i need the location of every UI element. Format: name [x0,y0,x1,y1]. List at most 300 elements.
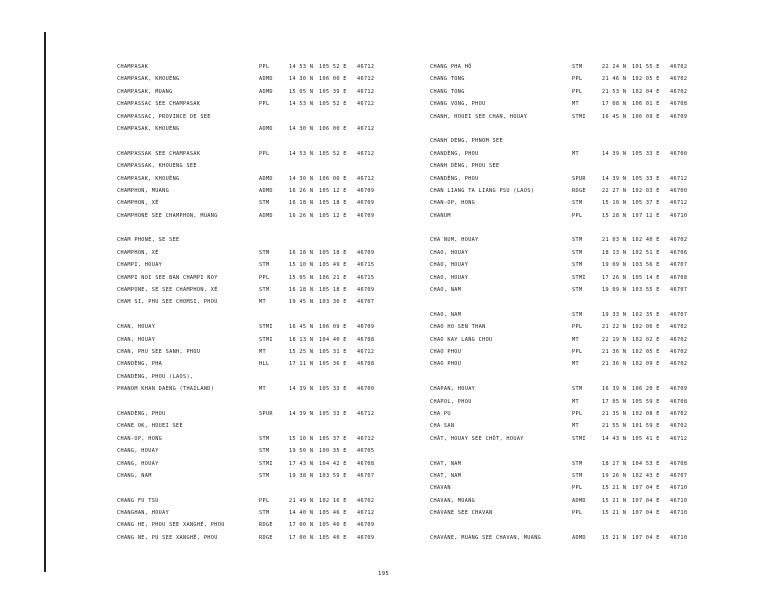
entry-name: CHAO PHOU [430,361,462,368]
entry-name: CHAMPASAK, KHOUÈNG [117,125,180,132]
entry-type: STM [572,262,583,269]
gazetteer-entry [117,275,457,287]
entry-name: CHAMPASAK, KHOUÈNG [117,76,180,83]
entry-latitude: 16 45 N [602,113,627,120]
entry-name: CHANUM [430,212,451,219]
entry-latitude: 17 43 N [289,460,314,467]
gazetteer-entry [117,535,457,547]
gazetteer-entry [430,89,770,101]
entry-map-ref: 46709 [357,287,375,294]
entry-name: CHANDÈNG, PHOU (LAOS), [117,373,194,380]
entry-latitude: 19 26 N [602,472,627,479]
entry-map-ref: 46710 [670,212,688,219]
gazetteer-entry [117,287,457,299]
entry-name: CHAVANE, MUANG SEE CHAVAN, MUANG [430,534,542,541]
entry-type: MT [259,299,266,306]
gazetteer-entry [430,225,770,237]
entry-type: MT [572,423,579,430]
entry-name: CHAVANE SEE CHAVAN [430,510,493,517]
entry-longitude: 105 14 E [632,274,660,281]
entry-name: CHAVAN, MUANG [430,497,476,504]
gazetteer-entry [430,188,770,200]
entry-type: STM [572,287,583,294]
gazetteer-entry [117,299,457,311]
entry-type: STM [259,262,270,269]
gazetteer-entry [117,237,457,249]
entry-latitude: 16 26 N [289,187,314,194]
entry-map-ref: 46712 [357,125,375,132]
entry-type: PPL [259,64,270,70]
entry-longitude: 105 40 E [319,534,347,541]
entry-longitude: 102 43 E [632,472,660,479]
entry-map-ref: 46702 [670,88,688,95]
entry-longitude: 102 06 E [632,324,660,331]
entry-type: MT [572,361,579,368]
entry-type: SPUR [572,175,586,182]
entry-map-ref: 46707 [670,472,688,479]
gazetteer-entry [117,436,457,448]
gazetteer-entry [117,250,457,262]
entry-longitude: 106 00 E [319,76,347,83]
page-margin-line [44,32,46,572]
gazetteer-entry [117,225,457,237]
entry-type: STM [259,249,270,256]
entry-longitude: 104 53 E [632,460,660,467]
entry-latitude: 16 18 N [289,200,314,207]
entry-name: CHANH DÈNG, PHOU SEE [430,163,500,170]
entry-map-ref: 46708 [357,460,375,467]
entry-latitude: 17 00 N [289,534,314,541]
entry-latitude: 15 21 N [602,485,627,492]
gazetteer-entry [430,250,770,262]
entry-name: CHANDÈNG, PHA [117,361,163,368]
entry-type: STMI [572,435,586,442]
gazetteer-entry [430,299,770,311]
entry-latitude: 15 21 N [602,510,627,517]
entry-type: PPL [572,76,583,83]
entry-latitude: 21 35 N [602,410,627,417]
entry-longitude: 102 51 E [632,249,660,256]
gazetteer-entry [117,126,457,138]
entry-latitude: 19 38 N [289,472,314,479]
gazetteer-entry [117,163,457,175]
entry-type: STMI [259,336,273,343]
gazetteer-entry [430,101,770,113]
entry-name: CHANG VONG, PHOU [430,101,486,108]
entry-type: ADMD [259,187,273,194]
entry-latitude: 19 09 N [602,262,627,269]
gazetteer-entry [430,200,770,212]
gazetteer-entry [117,498,457,510]
gazetteer-entry [430,176,770,188]
entry-longitude: 107 04 E [632,497,660,504]
entry-name: CHAO PHOU [430,348,462,355]
entry-name: CHAMPASSAC SEE CHAMPASAK [117,101,201,108]
entry-longitude: 102 35 E [632,311,660,318]
entry-longitude: 105 12 E [319,212,347,219]
entry-latitude: 19 50 N [289,448,314,455]
entry-type: STM [572,386,583,393]
gazetteer-entry [430,237,770,249]
gazetteer-entry [430,324,770,336]
entry-longitude: 105 59 E [632,398,660,405]
entry-longitude: 107 12 E [632,212,660,219]
entry-latitude: 21 36 N [602,348,627,355]
entry-name: PHANOM KHAN DAENG (THAILAND) [117,386,215,393]
entry-latitude: 19 45 N [289,299,314,306]
entry-map-ref: 46708 [670,398,688,405]
entry-type: ADMD [259,212,273,219]
entry-latitude: 21 49 N [289,497,314,504]
entry-name: CHANG HE, PHOU SEE XANGHÉ, PHOU [117,522,225,529]
entry-type: ADMD [572,534,586,541]
entry-type: PPL [259,101,270,108]
entry-latitude: 14 30 N [289,76,314,83]
gazetteer-entry [117,188,457,200]
entry-longitude: 105 12 E [319,187,347,194]
entry-map-ref: 46709 [357,200,375,207]
entry-longitude: 105 18 E [319,200,347,207]
entry-latitude: 19 33 N [602,311,627,318]
gazetteer-entry [117,485,457,497]
entry-map-ref: 46712 [670,175,688,182]
entry-name: CHAPOL, PHOU [430,398,472,405]
entry-latitude: 17 05 N [602,398,627,405]
entry-type: ADMD [572,497,586,504]
gazetteer-column-left [117,64,457,547]
entry-latitude: 15 21 N [602,534,627,541]
entry-latitude: 17 00 N [289,522,314,529]
entry-latitude: 15 25 N [289,348,314,355]
entry-latitude: 15 10 N [602,200,627,207]
entry-name: CHAT, NAM [430,460,462,467]
entry-map-ref: 46712 [357,435,375,442]
gazetteer-entry [117,374,457,386]
entry-name: CHANE OK, HOUEI SEE [117,423,183,430]
entry-type: STM [259,472,270,479]
entry-latitude: 14 53 N [289,101,314,108]
entry-longitude: 102 05 E [632,348,660,355]
entry-longitude: 105 18 E [319,287,347,294]
entry-type: PPL [259,274,270,281]
entry-longitude: 102 04 E [632,88,660,95]
entry-latitude: 21 03 N [602,237,627,244]
gazetteer-entry [430,448,770,460]
entry-type: STM [572,311,583,318]
entry-longitude: 103 55 E [632,287,660,294]
gazetteer-entry [430,349,770,361]
entry-type: MT [572,336,579,343]
entry-name: CHAMPASAK, MUANG [117,88,173,95]
entry-map-ref: 46712 [357,510,375,517]
entry-type: PPL [572,510,583,517]
gazetteer-entry [430,399,770,411]
entry-name: CHAMPI NOI SEE BAN CHAMPI NOY [117,274,218,281]
entry-type: MT [259,386,266,393]
entry-name: CHAO, HOUAY [430,249,469,256]
gazetteer-column-right [430,64,770,547]
entry-name: CHAT, NAM [430,472,462,479]
entry-type: RDGE [259,522,273,529]
gazetteer-entry [117,337,457,349]
gazetteer-entry [430,275,770,287]
entry-map-ref: 46709 [357,212,375,219]
gazetteer-entry [117,101,457,113]
entry-latitude: 17 11 N [289,361,314,368]
entry-longitude: 106 09 E [319,324,347,331]
entry-longitude: 102 40 E [632,237,660,244]
entry-type: STM [259,448,270,455]
gazetteer-entry [430,64,770,76]
entry-map-ref: 46712 [670,200,688,207]
gazetteer-entry [117,262,457,274]
entry-type: MT [572,150,579,157]
gazetteer-entry [117,64,457,76]
entry-type: STM [572,200,583,207]
entry-map-ref: 46707 [357,299,375,306]
entry-latitude: 15 21 N [602,497,627,504]
entry-map-ref: 46702 [670,423,688,430]
gazetteer-entry [117,349,457,361]
entry-name: CHAVAN [430,485,451,492]
entry-longitude: 105 33 E [632,150,660,157]
entry-name: CHAMPHONE SEE CHAMPHON, MUANG [117,212,218,219]
entry-longitude: 106 21 E [319,274,347,281]
entry-map-ref: 46705 [357,448,375,455]
gazetteer-entry [117,461,457,473]
entry-latitude: 18 13 N [602,249,627,256]
entry-type: STMI [259,324,273,331]
entry-type: STM [572,64,583,70]
entry-map-ref: 46707 [670,311,688,318]
entry-map-ref: 46707 [670,287,688,294]
gazetteer-entry [430,423,770,435]
gazetteer-entry [117,176,457,188]
entry-map-ref: 46712 [670,435,688,442]
entry-name: CHAMPI, HOUAY [117,262,163,269]
entry-name: CHAMPASSAK SEE CHAMPASAK [117,150,201,157]
gazetteer-entry [117,76,457,88]
entry-map-ref: 46707 [357,472,375,479]
gazetteer-entry [117,200,457,212]
entry-map-ref: 46702 [670,76,688,83]
entry-type: STMI [572,274,586,281]
entry-name: CHAN, HOUAY [117,336,156,343]
entry-name: CHAN, HOUAY [117,324,156,331]
entry-map-ref: 46712 [357,88,375,95]
entry-longitude: 101 59 E [632,423,660,430]
entry-longitude: 103 56 E [632,262,660,269]
entry-map-ref: 46712 [357,150,375,157]
entry-name: CHAMPHON, MUANG [117,187,170,194]
entry-type: MT [572,398,579,405]
entry-type: STMI [259,460,273,467]
entry-name: CHAMPASSAK, KHOUENG SEE [117,163,197,170]
entry-name: CHAN-OP, HONG [430,200,476,207]
entry-latitude: 15 05 N [289,274,314,281]
gazetteer-entry [117,386,457,398]
entry-longitude: 105 41 E [632,435,660,442]
entry-longitude: 105 33 E [632,175,660,182]
entry-map-ref: 46710 [670,510,688,517]
entry-type: MT [259,348,266,355]
entry-type: HLL [259,361,270,368]
entry-longitude: 104 42 E [319,460,347,467]
entry-type: PPL [572,324,583,331]
entry-type: PPL [259,150,270,157]
entry-name: CHANGHAN, HOUAY [117,510,170,517]
entry-name: CHANG FU TSU [117,497,159,504]
gazetteer-entry [117,411,457,423]
entry-name: CHAPAN, HOUAY [430,386,476,393]
entry-type: ADMD [259,175,273,182]
entry-map-ref: 46709 [670,386,688,393]
gazetteer-entry [117,423,457,435]
entry-map-ref: 46702 [670,410,688,417]
entry-type: PPL [572,485,583,492]
entry-name: CHANG PHA HÔ [430,64,472,70]
entry-longitude: 105 37 E [319,435,347,442]
entry-map-ref: 46702 [670,336,688,343]
entry-type: PPL [572,410,583,417]
entry-name: CHAO, HOUAY [430,262,469,269]
entry-type: STM [572,460,583,467]
entry-type: PPL [572,88,583,95]
entry-longitude: 104 40 E [319,336,347,343]
entry-name: CHANDÈNG, PHOU [430,175,479,182]
gazetteer-entry [430,163,770,175]
entry-name: CHAO, NAM [430,287,462,294]
gazetteer-entry [117,89,457,101]
entry-map-ref: 46712 [357,348,375,355]
gazetteer-entry [117,522,457,534]
entry-latitude: 17 08 N [602,101,627,108]
entry-map-ref: 46712 [357,175,375,182]
entry-latitude: 14 39 N [602,175,627,182]
entry-name: CHAMPASSAC, PROVINCE DE SEE [117,113,211,120]
entry-name: CHA NUM, HOUAY [430,237,479,244]
entry-name: CHAN-OP, HONG [117,435,163,442]
entry-name: CHAM SI, PHU SEE CHOMSI, PHOU [117,299,218,306]
gazetteer-entry [430,461,770,473]
entry-latitude: 14 53 N [289,64,314,70]
entry-latitude: 19 09 N [602,287,627,294]
entry-type: STM [572,249,583,256]
entry-map-ref: 46712 [357,76,375,83]
page-number: 195 [378,571,390,577]
entry-longitude: 103 30 E [319,299,347,306]
entry-latitude: 21 53 N [602,88,627,95]
entry-longitude: 105 52 E [319,101,347,108]
gazetteer-entry [430,76,770,88]
gazetteer-entry [117,510,457,522]
entry-latitude: 18 27 N [602,460,627,467]
entry-type: STM [259,510,270,517]
entry-latitude: 17 26 N [602,274,627,281]
entry-type: STMI [572,113,586,120]
gazetteer-entry [430,213,770,225]
gazetteer-entry [117,138,457,150]
entry-latitude: 14 40 N [289,510,314,517]
entry-longitude: 102 08 E [632,410,660,417]
entry-map-ref: 46700 [357,386,375,393]
gazetteer-entry [117,361,457,373]
entry-latitude: 21 55 N [602,423,627,430]
entry-map-ref: 46706 [670,249,688,256]
entry-map-ref: 46709 [357,249,375,256]
entry-map-ref: 46715 [357,274,375,281]
entry-map-ref: 46702 [670,237,688,244]
entry-type: PPL [259,497,270,504]
entry-name: CHAMPASAK, KHOUÈNG [117,175,180,182]
gazetteer-entry [430,535,770,547]
entry-map-ref: 46710 [670,485,688,492]
entry-name: CHAN, PHU SEE SANH, PHOU [117,348,201,355]
entry-name: CHANH, HOUEI SEE CHAN, HOUAY [430,113,528,120]
entry-longitude: 100 35 E [319,448,347,455]
gazetteer-entry [430,126,770,138]
gazetteer-entry [430,386,770,398]
entry-latitude: 14 30 N [289,125,314,132]
entry-latitude: 21 36 N [602,361,627,368]
entry-longitude: 105 49 E [319,262,347,269]
entry-latitude: 16 18 N [289,287,314,294]
entry-longitude: 105 31 E [319,348,347,355]
entry-longitude: 102 16 E [319,497,347,504]
entry-type: RDGE [259,534,273,541]
entry-map-ref: 46702 [670,324,688,331]
entry-latitude: 14 39 N [289,386,314,393]
entry-longitude: 105 18 E [319,249,347,256]
entry-name: CHANG, HOUAY [117,460,159,467]
gazetteer-entry [430,287,770,299]
entry-latitude: 15 05 N [289,88,314,95]
entry-longitude: 106 00 E [319,125,347,132]
gazetteer-entry [117,213,457,225]
entry-name: CHÂT, HOUAY SEE CHÔT, HOUAY [430,435,524,442]
entry-map-ref: 46702 [670,348,688,355]
entry-type: PPL [572,348,583,355]
entry-latitude: 16 18 N [289,249,314,256]
entry-longitude: 102 05 E [632,76,660,83]
entry-name: CHAO HO SEN THAN [430,324,486,331]
entry-name: CHAO, HOUAY [430,274,469,281]
entry-name: CHA SAN [430,423,455,430]
gazetteer-entry [430,151,770,163]
entry-latitude: 14 53 N [289,150,314,157]
entry-name: CHAMPONE, SE SEE CHAMPHON, XÉ [117,287,218,294]
entry-name: CHAMPHON, XÉ [117,249,159,256]
entry-name: CHAM PHONE, SE SEE [117,237,180,244]
entry-map-ref: 46708 [357,361,375,368]
entry-longitude: 102 09 E [632,361,660,368]
gazetteer-entry [117,324,457,336]
entry-map-ref: 46712 [357,64,375,70]
entry-latitude: 14 43 N [602,435,627,442]
entry-latitude: 22 27 N [602,187,627,194]
entry-type: MT [572,101,579,108]
gazetteer-entry [430,522,770,534]
entry-longitude: 102 02 E [632,336,660,343]
entry-type: STM [259,287,270,294]
entry-name: CHAN LIANG TA LIANG PSU (LAOS) [430,187,535,194]
gazetteer-entry [430,411,770,423]
entry-name: CHANDÈNG, PHOU [117,410,166,417]
entry-map-ref: 46707 [670,262,688,269]
entry-name: CHANG TONG [430,76,465,83]
entry-latitude: 16 45 N [289,324,314,331]
entry-latitude: 21 46 N [602,76,627,83]
